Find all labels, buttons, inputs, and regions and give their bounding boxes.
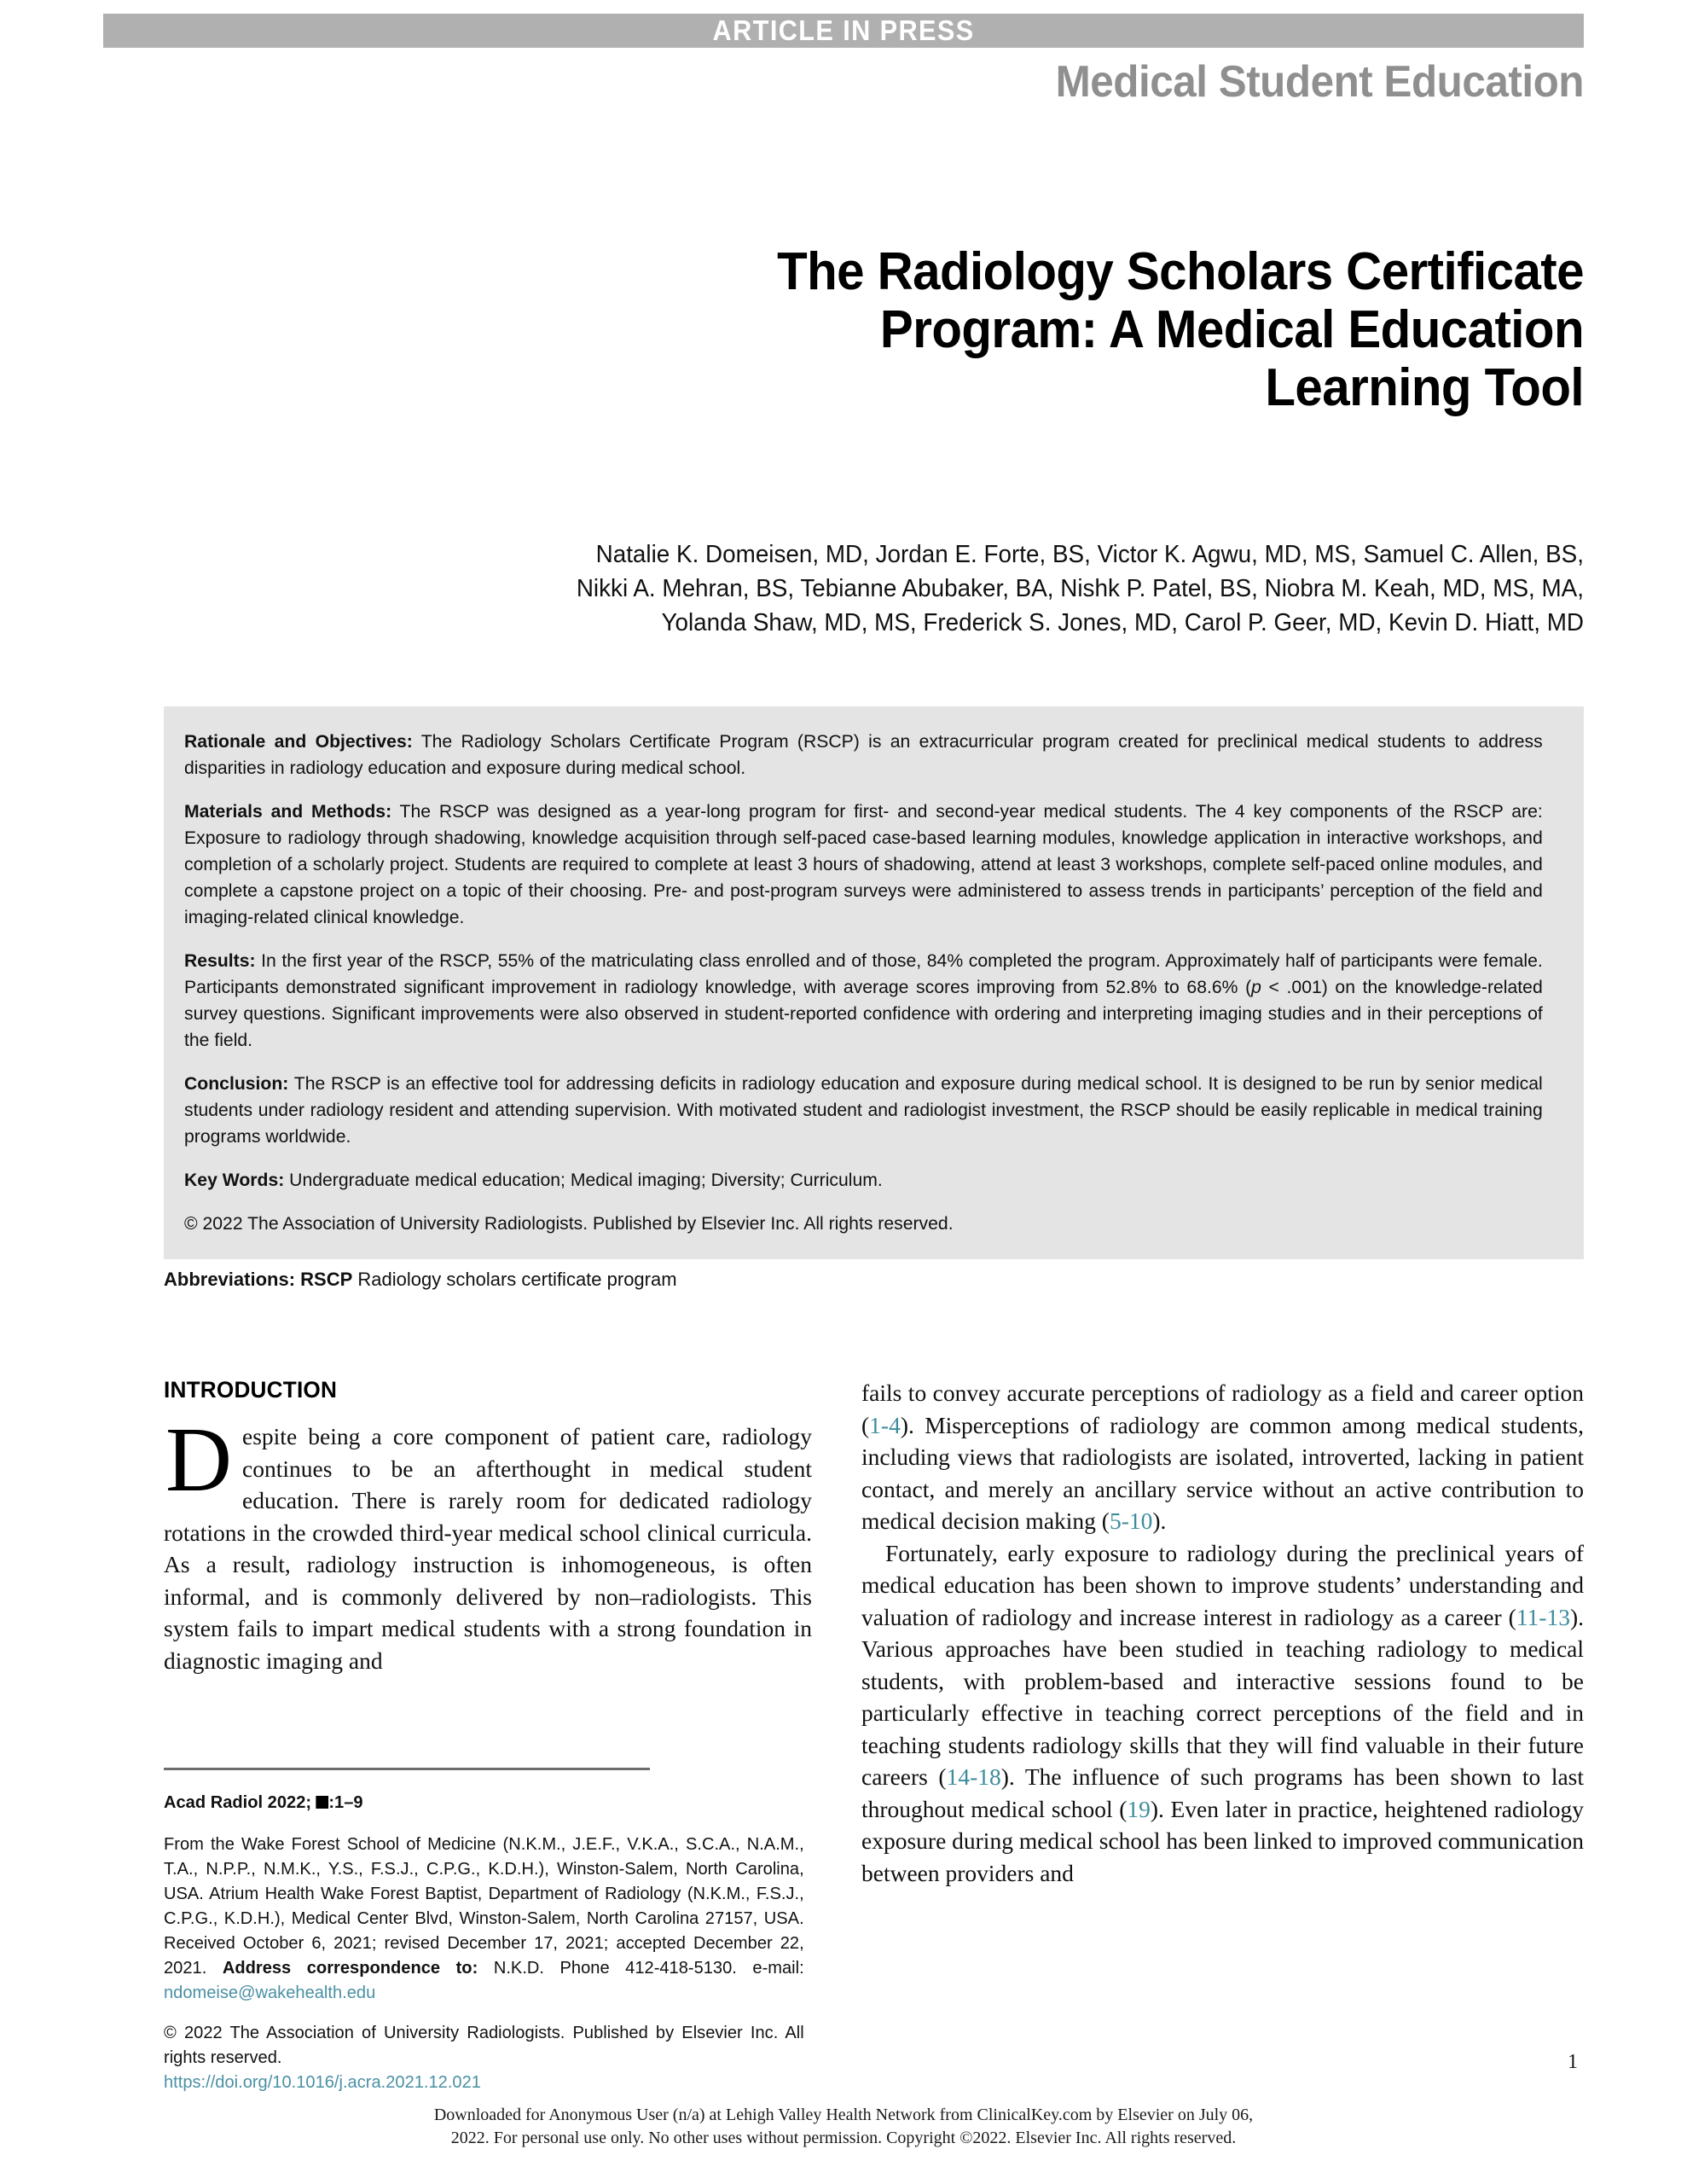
citation-ref-5-10[interactable]: 5-10 (1109, 1507, 1153, 1534)
abstract-conclusion-label: Conclusion: (184, 1073, 289, 1094)
abstract-results-p-value-symbol: p (1251, 977, 1261, 997)
abstract-rationale-label: Rationale and Objectives: (184, 731, 413, 752)
citation-ref-11-13[interactable]: 11-13 (1516, 1603, 1570, 1630)
page-title (381, 243, 1584, 417)
footnote-copyright-block (164, 2020, 804, 2094)
drop-cap-letter: D (165, 1409, 232, 1511)
abbreviations-label: Abbreviations: (164, 1269, 296, 1290)
abstract-keywords (184, 1167, 1543, 1194)
abstract-methods-text: The RSCP was designed as a year-long program for first- and second-year medical students. The 4 key components of the RSCP are: Exposure to radiology through shadowing, knowledge acquisition through self-paced case-based learning modules, knowledge application in interactive workshops, and completion of a scholarly project. Students are required to complete at least 3 hours of shadowing, attend at least 3 workshops, complete self-paced online modules, and complete a capstone project on a topic of their choosing. Pre- and post-program surveys were administered to assess trends in participants’ perception of the field and imaging-related clinical knowledge. (184, 801, 1543, 927)
citation-ref-1-4[interactable]: 1-4 (869, 1411, 901, 1438)
abbreviations-definition: Radiology scholars certificate program (352, 1269, 677, 1290)
page-number: 1 (1568, 2051, 1578, 2073)
author-list (331, 537, 1584, 640)
abstract-keywords-label: Key Words: (184, 1170, 285, 1190)
journal-citation-line (164, 1790, 804, 1815)
author-line-2: Nikki A. Mehran, BS, Tebianne Abubaker, BA, Nishk P. Patel, BS, Niobra M. Keah, MD, MS, MA, (576, 575, 1584, 602)
abstract-results-text-part2: < .001) on the knowledge-related survey questions. Significant improvements were also observed in student-reported confidence with ordering and interpreting imaging studies and in their perceptions of the field. (184, 977, 1543, 1050)
journal-citation-prefix: Acad Radiol 2022; (164, 1792, 316, 1812)
intro-right-p2-text-b: ). Various approaches have been studied in teaching radiology to medical students, with problem-based and interactive sessions found to be particularly effective in teaching correct perceptions of the field and in teaching students radiology skills that they will find valuable in their future careers ( (861, 1603, 1584, 1790)
intro-right-p2-text-c: ). The influence of such programs has been shown to last throughout medical school ( (861, 1763, 1585, 1822)
article-in-press-label: ARTICLE IN PRESS (712, 15, 975, 46)
intro-right-p1-text-a: fails to convey accurate perceptions of radiology as a field and career option ( (861, 1380, 1584, 1438)
introduction-heading: INTRODUCTION (164, 1377, 338, 1403)
download-notice-footer (0, 2104, 1687, 2150)
correspondence-label: Address correspondence to: (222, 1958, 478, 1978)
corresponding-author-email-link[interactable]: ndomeise@wakehealth.edu (164, 1983, 376, 2002)
citation-ref-14-18[interactable]: 14-18 (946, 1763, 1001, 1790)
abstract-methods-label: Materials and Methods: (184, 801, 392, 822)
doi-link[interactable]: https://doi.org/10.1016/j.acra.2021.12.021 (164, 2072, 481, 2092)
issue-placeholder-square-icon (316, 1796, 329, 1809)
abbreviations-term: RSCP (295, 1269, 353, 1290)
intro-right-p1-text-c: ). (1152, 1507, 1167, 1534)
abstract-methods (184, 799, 1543, 931)
title-line-2: Program: A Medical Education (879, 299, 1584, 359)
abstract-results-text-part1: In the first year of the RSCP, 55% of the matriculating class enrolled and of those, 84% completed the program. Approximately half of participants were female. Participants demonstrated significant improvement in radiology knowledge, with average scores improving from 52.8% to 68.6% ( (184, 950, 1543, 997)
author-line-3: Yolanda Shaw, MD, MS, Frederick S. Jones, MD, Carol P. Geer, MD, Kevin D. Hiatt, MD (661, 609, 1584, 636)
journal-section-label: Medical Student Education (1055, 57, 1584, 107)
download-notice-line-1: Downloaded for Anonymous User (n/a) at Lehigh Valley Health Network from ClinicalKey.com by Elsevier on July 06, (433, 2106, 1254, 2124)
right-column (861, 1377, 1584, 1889)
abstract-results-label: Results: (184, 950, 256, 971)
footnote-divider (164, 1768, 650, 1770)
intro-right-paragraph-1 (861, 1377, 1584, 1537)
footnote-copyright-text: © 2022 The Association of University Radiologists. Published by Elsevier Inc. All rights reserved. (164, 2023, 804, 2067)
intro-right-p2-text-a: Fortunately, early exposure to radiology during the preclinical years of medical education has been shown to improve students’ understanding and valuation of radiology and increase interest in radiology as a career ( (861, 1539, 1584, 1630)
abstract-copyright: © 2022 The Association of University Radiologists. Published by Elsevier Inc. All rights reserved. (184, 1213, 954, 1234)
footnote-block (164, 1790, 804, 2110)
article-in-press-banner (103, 14, 1584, 48)
abstract-rationale-text: The Radiology Scholars Certificate Program (RSCP) is an extracurricular program created for preclinical medical students to address disparities in radiology education and exposure during medical school. (184, 731, 1543, 778)
journal-citation-suffix: :1–9 (328, 1792, 363, 1812)
abstract-keywords-text: Undergraduate medical education; Medical imaging; Diversity; Curriculum. (284, 1170, 883, 1190)
abstract-results (184, 948, 1543, 1054)
title-line-3: Learning Tool (1265, 357, 1584, 417)
affiliation-block (164, 1832, 804, 2005)
intro-right-p2-text-d: ). Even later in practice, heightened radiology exposure during medical school has been linked to improved communication between providers and (861, 1795, 1584, 1886)
intro-right-p1-text-b: ). Misperceptions of radiology are common among medical students, including views that radiologists are isolated, introverted, lacking in patient contact, and merely an ancillary service without an active contribution to medical decision making ( (861, 1411, 1584, 1534)
abstract-rationale (184, 729, 1543, 781)
abstract-block (164, 706, 1584, 1259)
introduction-paragraph-1 (164, 1409, 812, 1676)
introduction-paragraph-1-text: espite being a core component of patient care, radiology continues to be an afterthought in medical student education. There is rarely room for dedicated radiology rotations in the crowded third-year medical school clinical curricula. As a result, radiology instruction is inhomogeneous, is often informal, and is commonly delivered by non–radiologists. This system fails to impart medical students with a strong foundation in diagnostic imaging and (164, 1423, 812, 1674)
citation-ref-19[interactable]: 19 (1127, 1795, 1151, 1822)
abstract-conclusion-text: The RSCP is an effective tool for addressing deficits in radiology education and exposure during medical school. It is designed to be run by senior medical students under radiology resident and attending supervision. With motivated student and radiologist investment, the RSCP should be easily replicable in medical training programs worldwide. (184, 1073, 1543, 1147)
correspondence-text: N.K.D. Phone 412-418-5130. e-mail: (478, 1958, 804, 1978)
author-line-1: Natalie K. Domeisen, MD, Jordan E. Forte, BS, Victor K. Agwu, MD, MS, Samuel C. Allen, BS, (595, 541, 1584, 568)
affiliation-text: From the Wake Forest School of Medicine (N.K.M., J.E.F., V.K.A., S.C.A., N.A.M., T.A., N.P.P., N.M.K., Y.S., F.S.J., C.P.G., K.D.H.), Winston-Salem, North Carolina, USA. Atrium Health Wake Forest Baptist, Department of Radiology (N.K.M., F.S.J., C.P.G., K.D.H.), Medical Center Blvd, Winston-Salem, North Carolina 27157, USA. Received October 6, 2021; revised December 17, 2021; accepted December 22, 2021. (164, 1834, 804, 1978)
download-notice-line-2: 2022. For personal use only. No other uses without permission. Copyright ©2022. Elsevier Inc. All rights reserved. (450, 2129, 1237, 2147)
abbreviations-line (164, 1267, 1580, 1292)
abstract-conclusion (184, 1071, 1543, 1150)
intro-right-paragraph-2 (861, 1537, 1584, 1890)
left-column (164, 1377, 812, 1676)
title-line-1: The Radiology Scholars Certificate (777, 241, 1584, 301)
